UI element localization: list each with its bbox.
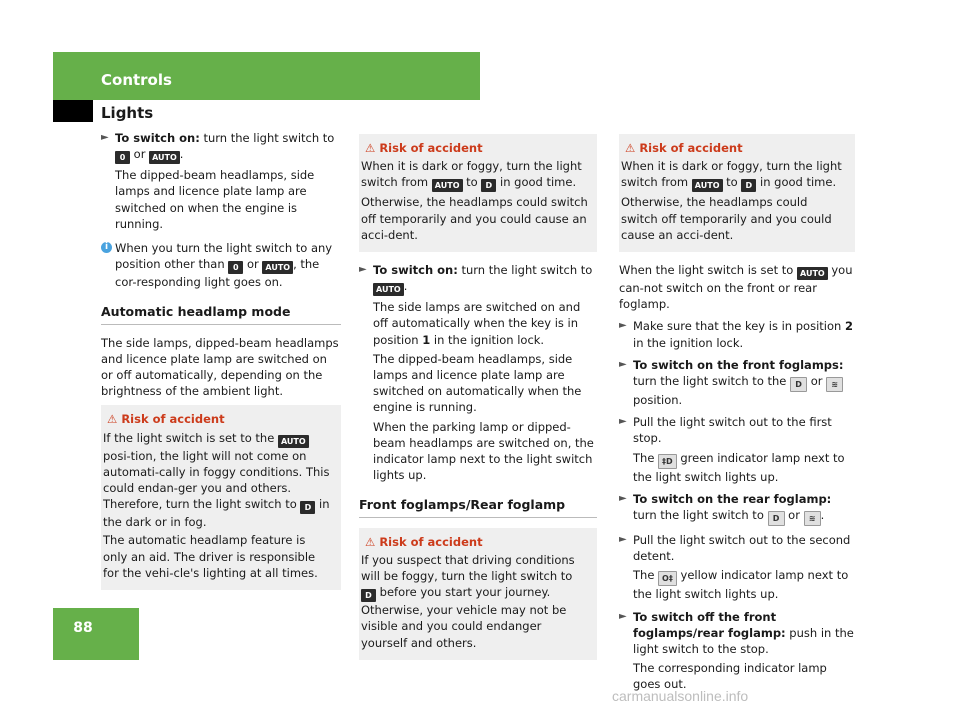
step-label: To switch on the front foglamps: (633, 357, 844, 372)
foglamp-auto-note: When the light switch is set to AUTO you can-not switch on the front or rear foglamp. (619, 263, 853, 312)
step-switch-on: ► To switch on: turn the light switch to 0 or AUTO . The dipped-beam headlamps, side lamps and licence plate lamp are switched on when the engine is running. (101, 130, 341, 232)
warning-box: ⚠ Risk of accident If the light switch is set to the AUTO posi-tion, the light will not come on automati-cally in foggy conditions. This could endan-ger you and others. Therefore, turn the light switch to D in the dark or in fog. The automatic headlamp feature is only an aid. The driver is responsible for the vehi-cle's lighting at all times. (101, 405, 341, 590)
warning-title: Risk of accident (639, 141, 743, 155)
headlamp-icon: D (741, 179, 756, 192)
step-detail: The corresponding indicator lamp goes out. (633, 661, 827, 692)
step-arrow-icon: ► (359, 264, 367, 276)
headlamp-icon: D (481, 179, 496, 192)
step-second-detent: ► Pull the light switch out to the second detent. The O‡ yellow indicator lamp next to the light switch lights up. (619, 533, 851, 602)
auto-icon: AUTO (149, 151, 180, 164)
step-detail: The dipped-beam headlamps, side lamps and licence plate lamp are switched on automatically when the engine is running. (373, 351, 582, 415)
step-arrow-icon: ► (101, 132, 109, 143)
warning-text: The automatic headlamp feature is only an aid. The driver is responsible for the vehi-cle's lighting at all times. (103, 533, 318, 580)
step-rear-foglamp-on: ► To switch on the rear foglamp: turn the light switch to D or ≋ . (619, 491, 855, 526)
step-label: To switch on: (373, 263, 458, 278)
step-arrow-icon: ► (619, 416, 627, 428)
auto-icon: AUTO (262, 261, 293, 274)
automatic-headlamp-text: The side lamps, dipped-beam headlamps and licence plate lamp are switched on or off automatically, depending on the brightness of the ambient light. (101, 335, 339, 399)
step-first-stop: ► Pull the light switch out to the first stop. The ‡D green indicator lamp next to the light switch lights up. (619, 415, 845, 484)
subsection-title: Lights (101, 104, 154, 122)
column-1 (101, 130, 341, 600)
column-2 (359, 130, 597, 670)
headlamp-icon: D (361, 589, 376, 602)
step-label: To switch on: (115, 131, 200, 145)
info-note: i When you turn the light switch to any position other than 0 or AUTO , the cor-responding light goes on. (101, 240, 341, 290)
warning-box: ⚠ Risk of accident If you suspect that driving conditions will be foggy, turn the light switch to D before you start your journey. Otherwise, your vehicle may not be visible and you could endanger yourself and others. (359, 528, 597, 660)
warning-box: ⚠ Risk of accident When it is dark or foggy, turn the light switch from AUTO to D in good time. Otherwise, the headlamps could switch off temporarily and you could cause an acci-dent. (359, 134, 597, 252)
headlamp-icon: D (768, 511, 785, 526)
auto-icon: AUTO (692, 179, 723, 192)
switch-position-0-icon: 0 (228, 261, 243, 274)
step-foglamps-off: ► To switch off the front foglamps/rear foglamp: push in the light switch to the stop. The corresponding indicator lamp goes out. (619, 609, 854, 692)
step-front-foglamps-on: ► To switch on the front foglamps: turn the light switch to the D or ≋ position. (619, 357, 844, 408)
warning-title: Risk of accident (379, 534, 483, 549)
headlamp-icon: D (790, 377, 807, 392)
step-arrow-icon: ► (619, 492, 627, 504)
warning-triangle-icon: ⚠ (625, 141, 636, 155)
warning-text: Otherwise, the headlamps could switch off temporarily and you could cause an acci-dent. (361, 195, 588, 242)
warning-title: Risk of accident (121, 412, 225, 427)
auto-icon: AUTO (278, 435, 309, 448)
step-detail: The dipped-beam headlamps, side lamps and licence plate lamp are switched on when the engine is running. (115, 168, 315, 231)
step-switch-on: ► To switch on: turn the light switch to AUTO . The side lamps are switched on and off automatically when the key is in position 1 in the ignition lock. The dipped-beam headlamps, side lamps and licence plate lamp are switched on automatically when the engine is running. When the parking lamp or dipped-beam headlamps are switched on, the indicator lamp next to the light switch lights up. (359, 262, 597, 483)
step-label: To switch off the front foglamps/rear foglamp: (633, 609, 786, 640)
warning-triangle-icon: ⚠ (107, 412, 118, 427)
front-foglamp-indicator-icon: ‡D (658, 454, 677, 469)
page-number: 88 (73, 620, 93, 636)
step-arrow-icon: ► (619, 358, 627, 370)
watermark: carmanualsonline.info (612, 688, 749, 704)
step-arrow-icon: ► (619, 320, 627, 332)
switch-position-0-icon: 0 (115, 151, 130, 164)
warning-triangle-icon: ⚠ (365, 534, 376, 549)
auto-icon: AUTO (373, 283, 404, 296)
page-number-box (53, 608, 139, 660)
step-arrow-icon: ► (619, 534, 627, 546)
rear-foglamp-indicator-icon: O‡ (658, 571, 677, 586)
auto-icon: AUTO (432, 179, 463, 192)
heading-automatic-headlamp: Automatic headlamp mode (101, 304, 341, 324)
info-icon: i (101, 242, 112, 253)
step-label: To switch on the rear foglamp: (633, 491, 832, 506)
step-detail: When the parking lamp or dipped-beam headlamps are switched on, the indicator lamp next to the light switch lights up. (373, 419, 594, 483)
auto-icon: AUTO (797, 267, 828, 280)
section-tab-marker (53, 100, 93, 122)
foglamp-icon: ≋ (804, 511, 821, 526)
foglamp-icon: ≋ (826, 377, 843, 392)
section-title: Controls (101, 71, 172, 89)
warning-title: Risk of accident (379, 141, 483, 155)
headlamp-icon: D (300, 501, 315, 514)
step-key-position: ► Make sure that the key is in position 2 in the ignition lock. (619, 319, 853, 350)
column-3 (619, 130, 855, 699)
step-arrow-icon: ► (619, 610, 627, 622)
warning-triangle-icon: ⚠ (365, 141, 376, 155)
heading-foglamps: Front foglamps/Rear foglamp (359, 497, 597, 517)
warning-text: Otherwise, the headlamps could switch off temporarily and you could cause an acci-dent. (621, 195, 832, 242)
warning-box: ⚠ Risk of accident When it is dark or foggy, turn the light switch from AUTO to D in good time. Otherwise, the headlamps could switch off temporarily and you could cause an acci-dent. (619, 134, 855, 252)
